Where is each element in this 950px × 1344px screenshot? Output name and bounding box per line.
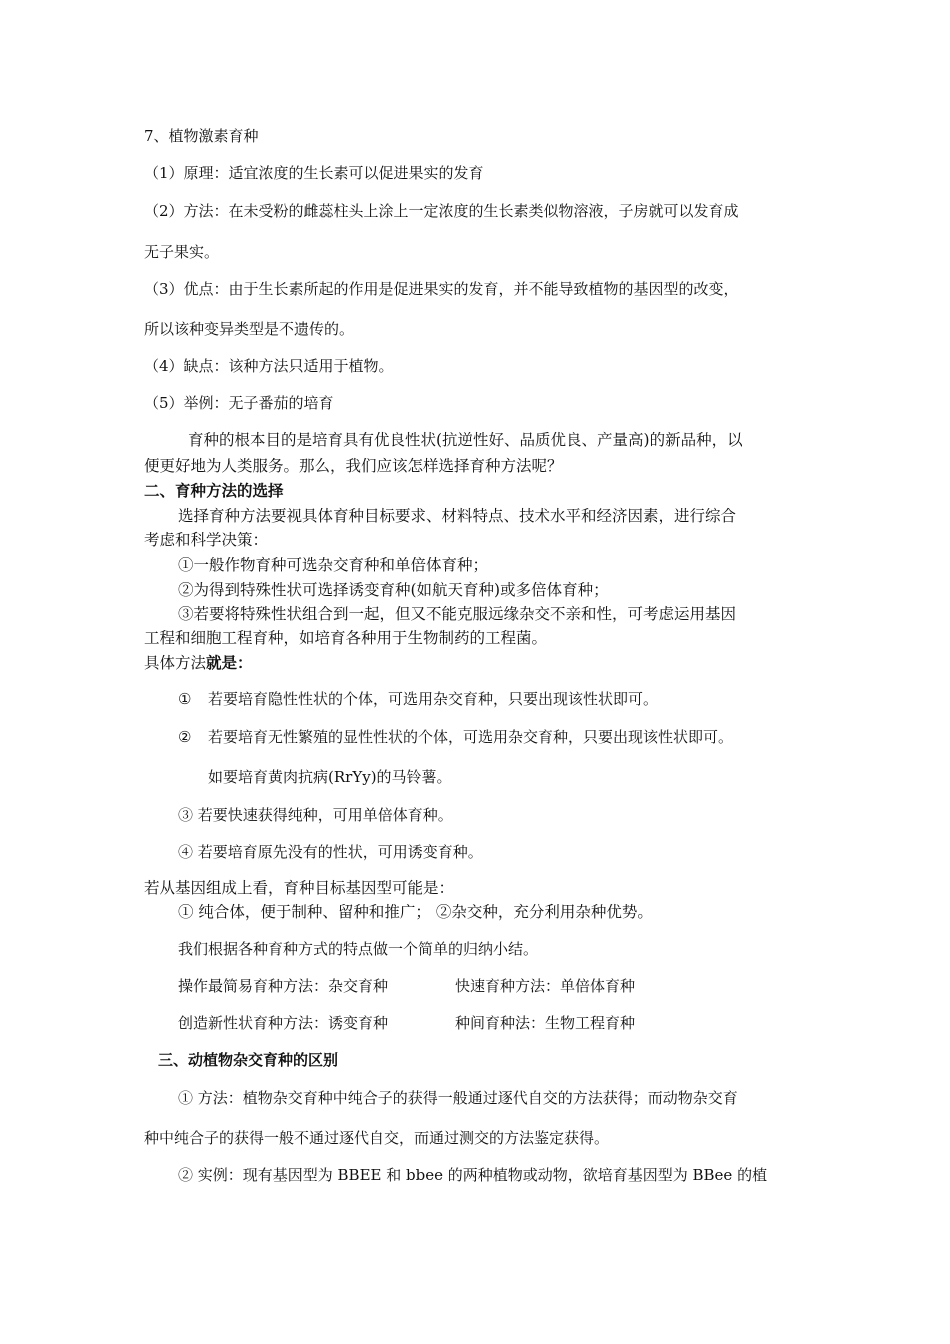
method-text-line1: （2）方法：在未受粉的雌蕊柱头上涂上一定浓度的生长素类似物溶液，子房就可以发育成 [144, 202, 739, 220]
section3-heading: 三、动植物杂交育种的区别 [158, 1051, 339, 1069]
method-item-1-num: ① [178, 690, 192, 708]
specific-methods-prefix: 具体方法 [144, 654, 207, 672]
specific-methods-bold: 就是： [206, 653, 253, 672]
advantage-text-line2: 所以该种变异类型是不遗传的。 [144, 320, 355, 338]
example-text: （5）举例：无子番茄的培育 [144, 394, 334, 412]
summary-row1-right: 快速育种方法：单倍体育种 [455, 977, 636, 995]
summary-row1-left: 操作最简易育种方法：杂交育种 [178, 977, 389, 995]
advantage-text-line1: （3）优点：由于生长素所起的作用是促进果实的发育，并不能导致植物的基因型的改变， [144, 280, 739, 298]
choice-item-2: ②为得到特殊性状可选择诱变育种(如航天育种)或多倍体育种； [178, 581, 609, 599]
choice-item-1: ①一般作物育种可选杂交育种和单倍体育种； [178, 556, 489, 574]
intro-line2: 便更好地为人类服务。那么，我们应该怎样选择育种方法呢？ [144, 457, 563, 475]
disadvantage-text: （4）缺点：该种方法只适用于植物。 [144, 357, 394, 375]
section2-para-line1: 选择育种方法要视具体育种目标要求、材料特点、技术水平和经济因素，进行综合 [178, 507, 737, 525]
method-item-2-text: 若要培育无性繁殖的显性性状的个体，可选用杂交育种，只要出现该性状即可。 [208, 728, 734, 746]
section3-method-line1: ① 方法：植物杂交育种中纯合子的获得一般通过逐代自交的方法获得；而动物杂交育 [178, 1089, 738, 1107]
genotype-options: ① 纯合体，便于制种、留种和推广； ②杂交种，充分利用杂种优势。 [178, 903, 653, 921]
section2-heading: 二、育种方法的选择 [144, 481, 284, 500]
method-item-4: ④ 若要培育原先没有的性状，可用诱变育种。 [178, 843, 483, 861]
section3-example-line1: ② 实例：现有基因型为 BBEE 和 bbee 的两种植物或动物，欲培育基因型为 BBee 的植 [178, 1166, 768, 1184]
method-item-2-num: ② [178, 728, 192, 746]
principle-text: （1）原理：适宜浓度的生长素可以促进果实的发育 [144, 164, 484, 182]
section2-para-line2: 考虑和科学决策： [144, 531, 269, 549]
choice-item-3-line1: ③若要将特殊性状组合到一起，但又不能克服远缘杂交不亲和性，可考虑运用基因 [178, 605, 737, 623]
intro-line1: 育种的根本目的是培育具有优良性状(抗逆性好、品质优良、产量高)的新品种，以 [188, 431, 743, 449]
method-item-1-text: 若要培育隐性性状的个体，可选用杂交育种，只要出现该性状即可。 [208, 690, 659, 708]
summary-row2-left: 创造新性状育种方法：诱变育种 [178, 1014, 389, 1032]
specific-methods-label [144, 653, 253, 673]
summary-row2-right: 种间育种法：生物工程育种 [455, 1014, 636, 1032]
method-item-2-example: 如要培育黄肉抗病(RrYy)的马铃薯。 [208, 768, 452, 786]
section3-method-line2: 种中纯合子的获得一般不通过逐代自交，而通过测交的方法鉴定获得。 [144, 1129, 610, 1147]
method-text-line2: 无子果实。 [144, 243, 220, 261]
method-item-3: ③ 若要快速获得纯种，可用单倍体育种。 [178, 806, 453, 824]
section7-heading: 7、植物激素育种 [144, 127, 259, 145]
genotype-intro: 若从基因组成上看，育种目标基因型可能是： [144, 879, 455, 897]
summary-intro: 我们根据各种育种方式的特点做一个简单的归纳小结。 [178, 940, 539, 958]
choice-item-3-line2: 工程和细胞工程育种，如培育各种用于生物制药的工程菌。 [144, 629, 548, 647]
